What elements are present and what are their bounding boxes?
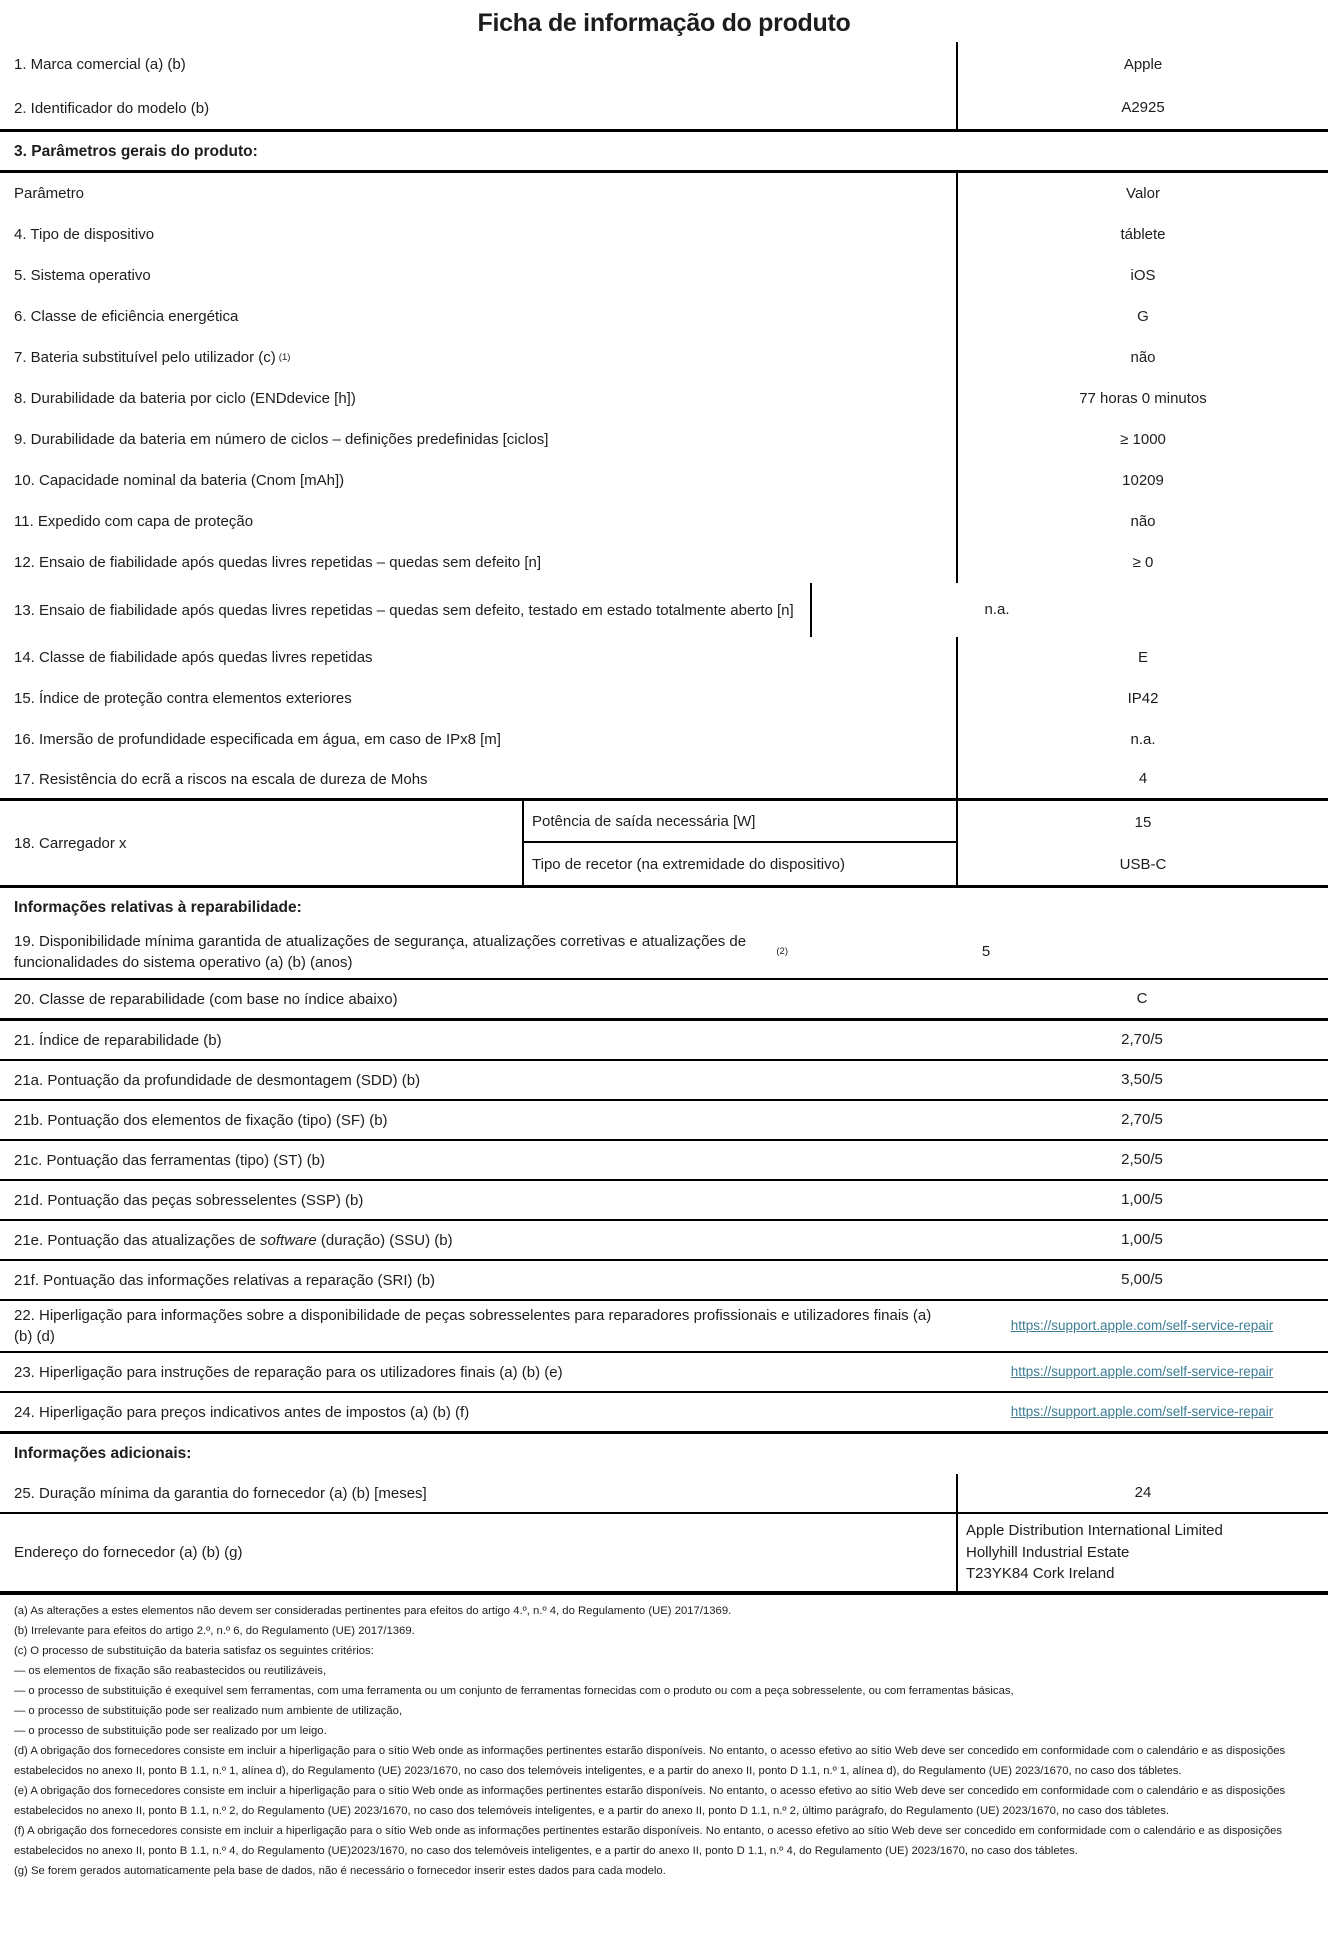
row-energy-class: [0, 296, 1328, 337]
footnote-c-item-2: — o processo de substituição é exequível sem ferramentas, com uma ferramenta ou um conjunto de ferramentas fornecidas com o produto ou com a peça sobresselente, ou com ferramentas básicas,: [14, 1684, 1014, 1697]
row-sri-score: [0, 1261, 1328, 1301]
footnote-c: (c) O processo de substituição da bateria satisfaz os seguintes critérios:: [14, 1644, 374, 1657]
row-value: Apple: [956, 42, 1328, 87]
supplier-address-line: Hollyhill Industrial Estate: [966, 1543, 1130, 1561]
row-warranty: [0, 1474, 1328, 1514]
row-label: 4. Tipo de dispositivo: [14, 226, 155, 243]
row-value: 10209: [956, 460, 1328, 501]
row-ssu-score: [0, 1221, 1328, 1261]
row-repair-instructions-link: [0, 1353, 1328, 1393]
row-value: iOS: [956, 255, 1328, 296]
page-title: Ficha de informação do produto: [477, 9, 851, 37]
row-trademark: [0, 42, 1328, 87]
row-charger: [0, 801, 1328, 888]
charger-receptacle-label: Tipo de recetor (na extremidade do dispositivo): [532, 855, 845, 873]
row-label: 13. Ensaio de fiabilidade após quedas livres repetidas – quedas sem defeito, testado em estado totalmente aberto [n]: [14, 601, 794, 619]
row-value: 1,00/5: [1121, 1191, 1163, 1208]
column-header-param: Parâmetro: [14, 185, 85, 202]
footnote-a: (a) As alterações a estes elementos não devem ser consideradas pertinentes para efeitos do artigo 4.º, n.º 4, do Regulamento (UE) 2017/1369.: [14, 1604, 732, 1617]
row-value: 5,00/5: [1121, 1271, 1163, 1288]
row-free-fall-no-defect: [0, 542, 1328, 583]
row-value: 2,50/5: [1121, 1151, 1163, 1168]
row-label: 17. Resistência do ecrã a riscos na escala de dureza de Mohs: [14, 770, 428, 788]
row-value: E: [956, 637, 1328, 678]
row-free-fall-open: [0, 583, 1328, 637]
section-repair-heading: Informações relativas à reparabilidade:: [14, 899, 302, 916]
footnote-b: (b) Irrelevante para efeitos do artigo 2.º, n.º 6, do Regulamento (UE) 2017/1369.: [14, 1624, 415, 1637]
footnotes: [0, 1595, 1328, 1881]
row-label: 21b. Pontuação dos elementos de fixação (tipo) (SF) (b): [14, 1111, 388, 1129]
row-value: 4: [956, 760, 1328, 798]
row-value: IP42: [956, 678, 1328, 719]
row-value: 24: [956, 1474, 1328, 1512]
row-water-immersion: [0, 719, 1328, 760]
indicative-prices-link[interactable]: https://support.apple.com/self-service-repair: [1010, 1404, 1274, 1419]
footnote-c-item-1: — os elementos de fixação são reabastecidos ou reutilizáveis,: [14, 1664, 327, 1677]
row-value: ≥ 1000: [956, 419, 1328, 460]
row-value: C: [1136, 990, 1148, 1007]
row-value: 1,00/5: [1121, 1231, 1163, 1248]
row-label: 16. Imersão de profundidade especificada em água, em caso de IPx8 [m]: [14, 731, 501, 748]
section-general-heading: 3. Parâmetros gerais do produto:: [0, 132, 1328, 173]
row-label: 15. Índice de proteção contra elementos exteriores: [14, 690, 352, 707]
row-label: Endereço do fornecedor (a) (b) (g): [14, 1543, 243, 1561]
row-os: [0, 255, 1328, 296]
row-label: 22. Hiperligação para informações sobre a disponibilidade de peças sobresselentes para reparadores profissionais e utilizadores finais (a) (b) (d): [14, 1307, 932, 1345]
row-label: 1. Marca comercial (a) (b): [14, 56, 186, 73]
footnote-c-item-3: — o processo de substituição pode ser realizado num ambiente de utilização,: [14, 1704, 403, 1717]
supplier-address: [956, 1514, 1328, 1591]
row-value: n.a.: [956, 719, 1328, 760]
footnote-c-item-4: — o processo de substituição pode ser realizado por um leigo.: [14, 1724, 327, 1737]
row-value: n.a.: [810, 583, 1182, 637]
row-label: 20. Classe de reparabilidade (com base no índice abaixo): [14, 990, 398, 1008]
row-device-type: [0, 214, 1328, 255]
param-header-row: [0, 173, 1328, 214]
charger-power-value: 15: [1134, 813, 1152, 831]
row-label: 8. Durabilidade da bateria por ciclo (ENDdevice [h]): [14, 390, 356, 407]
row-value: G: [956, 296, 1328, 337]
row-value: 77 horas 0 minutos: [956, 378, 1328, 419]
row-label: 11. Expedido com capa de proteção: [14, 513, 254, 530]
row-value: táblete: [956, 214, 1328, 255]
row-label: 21c. Pontuação das ferramentas (tipo) (ST) (b): [14, 1151, 325, 1169]
row-spare-parts-link: [0, 1301, 1328, 1353]
row-label: 21e. Pontuação das atualizações de software (duração) (SSU) (b): [14, 1231, 453, 1249]
row-value: A2925: [956, 87, 1328, 129]
row-battery-endurance-cycle: [0, 378, 1328, 419]
charger-label: 18. Carregador x: [14, 834, 127, 852]
row-label: 5. Sistema operativo: [14, 267, 151, 284]
footnote-e: (e) A obrigação dos fornecedores consiste em incluir a hiperligação para o sítio Web onde as informações pertinentes estarão disponíveis. No entanto, o acesso efetivo ao sítio Web deve ser concedido em conformidade com o calendário e as disposições estabelecidos no anexo II, ponto B 1.1, n.º 2, do Regulamento (UE) 2023/1670, no caso dos telemóveis inteligentes, e a partir do anexo II, ponto D 1.1, n.º 2, último parágrafo, do Regulamento (UE) 2023/1670, no caso dos tábletes.: [14, 1784, 1286, 1817]
row-battery-capacity: [0, 460, 1328, 501]
row-indicative-prices-link: [0, 1393, 1328, 1434]
spare-parts-link[interactable]: https://support.apple.com/self-service-repair: [1010, 1318, 1274, 1333]
charger-sub-values: [956, 801, 1328, 885]
row-label: 6. Classe de eficiência energética: [14, 308, 239, 325]
row-repairability-index: [0, 1021, 1328, 1061]
row-model-id: [0, 87, 1328, 132]
section-additional-heading: Informações adicionais:: [14, 1445, 192, 1462]
row-value: não: [956, 337, 1328, 378]
supplier-address-line: T23YK84 Cork Ireland: [966, 1565, 1115, 1582]
row-label: 21. Índice de reparabilidade (b): [14, 1031, 222, 1049]
row-protective-cover: [0, 501, 1328, 542]
row-sdd-score: [0, 1061, 1328, 1101]
charger-power-label: Potência de saída necessária [W]: [524, 801, 956, 843]
footnote-g: (g) Se forem gerados automaticamente pela base de dados, não é necessário o fornecedor inserir estes dados para cada modelo.: [14, 1864, 666, 1877]
row-value: 3,50/5: [1121, 1071, 1163, 1088]
supplier-address-line: Apple Distribution International Limited: [966, 1522, 1223, 1539]
row-label: 21d. Pontuação das peças sobresselentes (SSP) (b): [14, 1191, 364, 1209]
row-label: 9. Durabilidade da bateria em número de ciclos – definições predefinidas [ciclos]: [14, 431, 549, 448]
footnote-f: (f) A obrigação dos fornecedores consiste em incluir a hiperligação para o sítio Web onde as informações pertinentes estarão disponíveis. No entanto, o acesso efetivo ao sítio Web deve ser concedido em conformidade com o calendário e as disposições estabelecidos no anexo II, ponto B 1.1, n.º 4, do Regulamento (UE)2023/1670, no caso dos telemóveis inteligentes, e a partir do anexo II, ponto D 1.1, n.º 4, do Regulamento (UE) 2023/1670, no caso dos tábletes.: [14, 1824, 1283, 1857]
row-update-availability: [0, 926, 1328, 980]
row-supplier-address: [0, 1514, 1328, 1595]
charger-sub-labels: [522, 801, 956, 885]
row-label: 2. Identificador do modelo (b): [14, 99, 210, 117]
row-label: 21f. Pontuação das informações relativas a reparação (SRI) (b): [14, 1271, 436, 1289]
row-value: não: [956, 501, 1328, 542]
row-label: 21a. Pontuação da profundidade de desmontagem (SDD) (b): [14, 1071, 421, 1089]
row-label: 25. Duração mínima da garantia do fornecedor (a) (b) [meses]: [14, 1484, 427, 1502]
row-label: 19. Disponibilidade mínima garantida de atualizações de segurança, atualizações corretivas e atualizações de funcionalidades do sistema operativo (a) (b) (anos) (2): [14, 933, 788, 971]
row-label: 10. Capacidade nominal da bateria (Cnom [mAh]): [14, 472, 345, 489]
repair-instructions-link[interactable]: https://support.apple.com/self-service-repair: [1010, 1364, 1274, 1379]
column-header-value: Valor: [956, 173, 1328, 214]
row-mohs-hardness: [0, 760, 1328, 801]
row-label: 7. Bateria substituível pelo utilizador (c) (1): [14, 349, 291, 366]
row-label: 23. Hiperligação para instruções de reparação para os utilizadores finais (a) (b) (e): [14, 1363, 563, 1381]
row-repairability-class: [0, 980, 1328, 1021]
row-label: 14. Classe de fiabilidade após quedas livres repetidas: [14, 649, 373, 666]
row-reliability-class: [0, 637, 1328, 678]
row-label: 12. Ensaio de fiabilidade após quedas livres repetidas – quedas sem defeito [n]: [14, 554, 542, 571]
row-sf-score: [0, 1101, 1328, 1141]
row-value: 2,70/5: [1121, 1111, 1163, 1128]
charger-receptacle-value: USB-C: [1119, 855, 1167, 873]
row-battery-replaceable: [0, 337, 1328, 378]
row-label: 24. Hiperligação para preços indicativos antes de impostos (a) (b) (f): [14, 1403, 470, 1421]
row-value: ≥ 0: [956, 542, 1328, 583]
row-value: 5: [981, 943, 991, 960]
row-ingress-protection: [0, 678, 1328, 719]
row-value: 2,70/5: [1121, 1031, 1163, 1048]
row-battery-cycles: [0, 419, 1328, 460]
footnote-d: (d) A obrigação dos fornecedores consiste em incluir a hiperligação para o sítio Web onde as informações pertinentes estarão disponíveis. No entanto, o acesso efetivo ao sítio Web deve ser concedido em conformidade com o calendário e as disposições estabelecidos no anexo II, ponto B 1.1, n.º 1, alínea d), do Regulamento (UE) 2023/1670, no caso dos telemóveis inteligentes, e a partir do anexo II, ponto D 1.1, n.º 1, alínea d), do Regulamento (UE) 2023/1670, no caso dos tábletes.: [14, 1744, 1286, 1777]
row-ssp-score: [0, 1181, 1328, 1221]
row-st-score: [0, 1141, 1328, 1181]
